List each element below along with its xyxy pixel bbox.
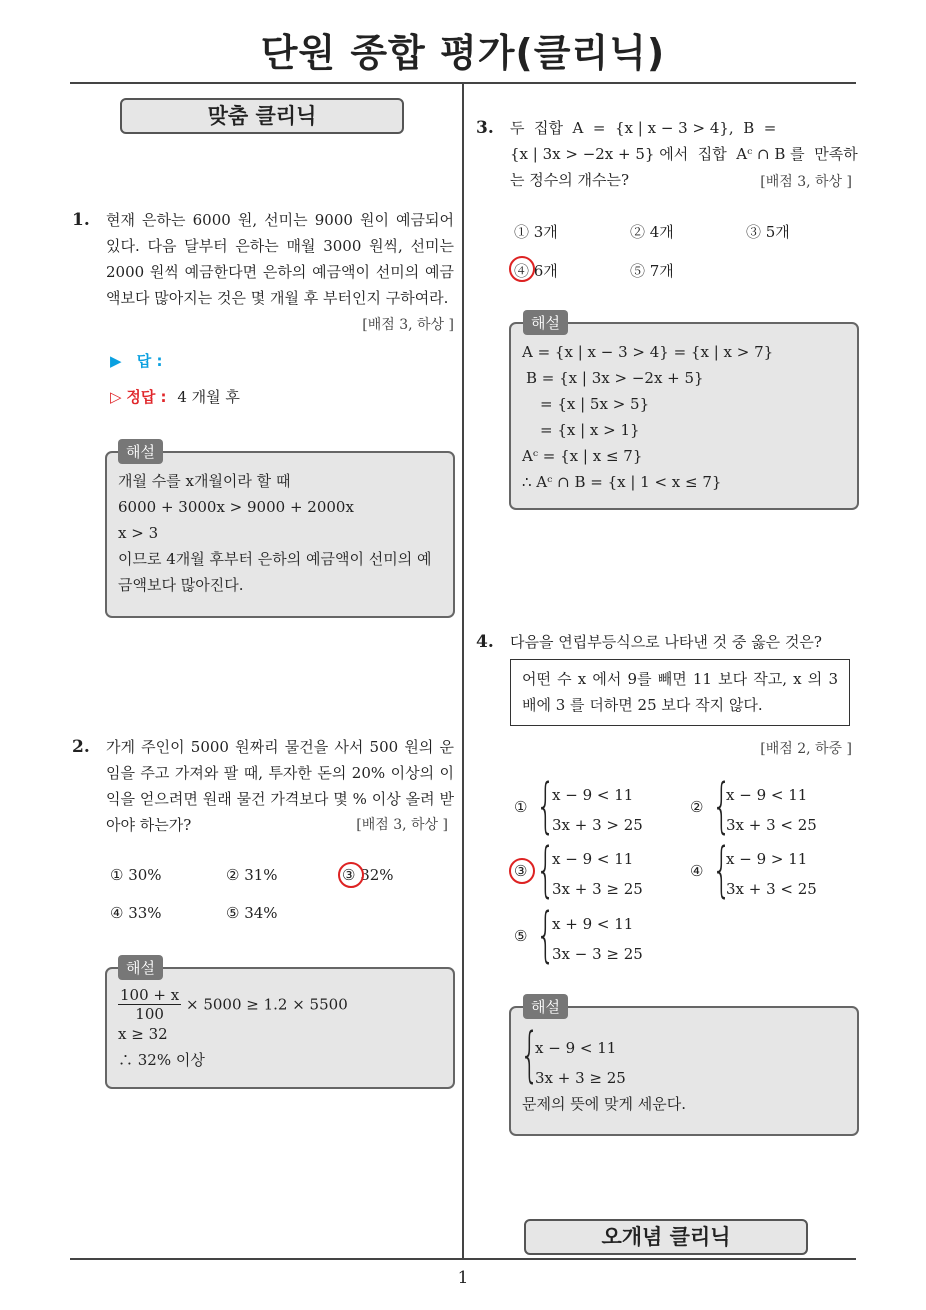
fraction: [118, 986, 181, 1023]
q2-text: 가게 주인이 5000 원짜리 물건을 사서 500 원의 운임을 주고 가져와 팔 때, 투자한 돈의 20% 이상의 이익을 얻으려면 원래 물건 가격보다 몇 % 이상 올려 받아야 하는가?: [106, 738, 454, 834]
q3-meta: [배점 3, 하상 ]: [760, 174, 852, 190]
q3-number: 3.: [476, 118, 494, 138]
q4-option-1-a: x − 9 < 11: [552, 786, 634, 804]
q3-option-2[interactable]: ② 4개: [630, 223, 674, 241]
q4-option-4-b: 3x + 3 < 25: [726, 880, 817, 898]
page-title: 단원 종합 평가(클리닉): [260, 31, 666, 75]
q2-solution-tag: 해설: [118, 955, 163, 980]
q4-option-3-b: 3x + 3 ≥ 25: [552, 880, 643, 898]
q4-option-3-a: x − 9 < 11: [552, 850, 634, 868]
q1-meta: [배점 3, 하상 ]: [362, 317, 454, 333]
q4-option-2-mark[interactable]: ②: [690, 798, 704, 816]
q3-sol-line: ∴ Aᶜ ∩ B = {x | 1 < x ≤ 7}: [522, 473, 722, 491]
q4-sol-text: 문제의 뜻에 맞게 세운다.: [522, 1095, 686, 1113]
selected-answer-circle: [509, 256, 535, 282]
q1-answer-label: 답 :: [136, 352, 163, 370]
q3-line2: {x | 3x > −2x + 5} 에서 집합 Aᶜ ∩ B 를 만족하: [510, 145, 858, 163]
selected-answer-circle: [338, 862, 364, 888]
q2-sol-line3: ∴ 32% 이상: [118, 1051, 205, 1069]
q3-solution: [522, 339, 852, 495]
brace-icon: {: [536, 835, 556, 905]
q2-option-5[interactable]: ⑤ 34%: [226, 904, 278, 922]
q3-line1: 두 집합 A = {x | x − 3 > 4}, B =: [510, 119, 777, 137]
q4-option-1-b: 3x + 3 > 25: [552, 816, 643, 834]
q2-option-4[interactable]: ④ 33%: [110, 904, 162, 922]
q3-line3: 는 정수의 개수는?: [510, 171, 630, 189]
q2-option-3[interactable]: ③ 32%: [342, 866, 394, 884]
q1-number: 1.: [72, 210, 90, 230]
q1-sol-line: 이므로 4개월 후부터 은하의 예금액이 선미의 예: [118, 550, 432, 568]
q4-option-5-a: x + 9 < 11: [552, 915, 634, 933]
q2-meta: [배점 3, 하상 ]: [356, 817, 448, 833]
q4-solution-tag: 해설: [523, 994, 568, 1019]
q3-option-5[interactable]: ⑤ 7개: [630, 262, 674, 280]
brace-icon: {: [536, 771, 556, 841]
q3-option-4[interactable]: ④ 6개: [514, 262, 558, 280]
q1-answer-row: [110, 350, 163, 371]
q4-option-3-mark[interactable]: ③: [514, 862, 528, 880]
q1-sol-line: 개월 수를 x개월이라 할 때: [118, 472, 291, 490]
q3-solution-tag: 해설: [523, 310, 568, 335]
selected-answer-circle: [509, 858, 535, 884]
q1-text: 현재 은하는 6000 원, 선미는 9000 원이 예금되어 있다. 다음 달부터 은하는 매월 3000 원씩, 선미는 2000 원씩 예금한다면 은하의 예금액이 선미의 예금액보다 많아지는 것은 몇 개월 후 부터인지 구하여라.: [106, 211, 454, 307]
q1-solution-tag: 해설: [118, 439, 163, 464]
q4-number: 4.: [476, 632, 494, 652]
footer-rule: [70, 1258, 856, 1260]
q4-option-5-b: 3x − 3 ≥ 25: [552, 945, 643, 963]
q2-sol-line2: x ≥ 32: [118, 1025, 168, 1043]
brace-icon: {: [520, 1020, 540, 1090]
q4-meta: [배점 2, 하중 ]: [760, 741, 852, 757]
q3-sol-line: B = {x | 3x > −2x + 5}: [526, 369, 704, 387]
q3-sol-line: = {x | x > 1}: [540, 421, 640, 439]
brace-icon: {: [712, 835, 732, 905]
custom-clinic-banner: 맞춤 클리닉: [120, 98, 404, 134]
q4-option-2-b: 3x + 3 < 25: [726, 816, 817, 834]
brace-icon: {: [536, 900, 556, 970]
q1-correct-row: [110, 386, 240, 407]
misconception-clinic-banner: 오개념 클리닉: [524, 1219, 808, 1255]
q1-correct-label: 정답 :: [126, 388, 167, 406]
q3-sol-line: = {x | 5x > 5}: [540, 395, 650, 413]
page-number: 1: [457, 1268, 469, 1288]
q3-option-3[interactable]: ③ 5개: [746, 223, 790, 241]
column-divider: [462, 84, 464, 1259]
q1-correct-value: 4 개월 후: [177, 388, 240, 406]
q3-sol-line: Aᶜ = {x | x ≤ 7}: [522, 447, 643, 465]
fraction-numerator: 100 + x: [120, 986, 180, 1004]
q4-option-5-mark[interactable]: ⑤: [514, 927, 528, 945]
q4-sol-a: x − 9 < 11: [535, 1039, 617, 1057]
q4-option-4-mark[interactable]: ④: [690, 862, 704, 880]
q3-option-1[interactable]: ① 3개: [514, 223, 558, 241]
q4-text: 다음을 연립부등식으로 나타낸 것 중 옳은 것은?: [510, 633, 822, 651]
q2-option-1[interactable]: ① 30%: [110, 866, 162, 884]
q2-option-2[interactable]: ② 31%: [226, 866, 278, 884]
q4-option-1-mark[interactable]: ①: [514, 798, 528, 816]
q1-sol-line: 금액보다 많아진다.: [118, 576, 244, 594]
triangle-outline-icon: ▷: [110, 388, 122, 406]
q3-sol-line: A = {x | x − 3 > 4} = {x | x > 7}: [522, 343, 774, 361]
q1-sol-line: x > 3: [118, 524, 159, 542]
q4-option-4-a: x − 9 > 11: [726, 850, 808, 868]
play-icon: ▶: [110, 352, 122, 370]
q2-solution: [118, 986, 448, 1075]
brace-icon: {: [712, 771, 732, 841]
q2-sol-line1: × 5000 ≥ 1.2 × 5500: [185, 995, 348, 1014]
q4-option-2-a: x − 9 < 11: [726, 786, 808, 804]
q2-number: 2.: [72, 737, 90, 757]
q1-solution: [118, 468, 448, 598]
q1-sol-line: 6000 + 3000x > 9000 + 2000x: [118, 498, 354, 516]
fraction-denominator: 100: [135, 1005, 164, 1023]
q4-condition: 어떤 수 x 에서 9를 빼면 11 보다 작고, x 의 3 배에 3 를 더하면 25 보다 작지 않다.: [522, 670, 838, 714]
q4-sol-b: 3x + 3 ≥ 25: [535, 1069, 626, 1087]
